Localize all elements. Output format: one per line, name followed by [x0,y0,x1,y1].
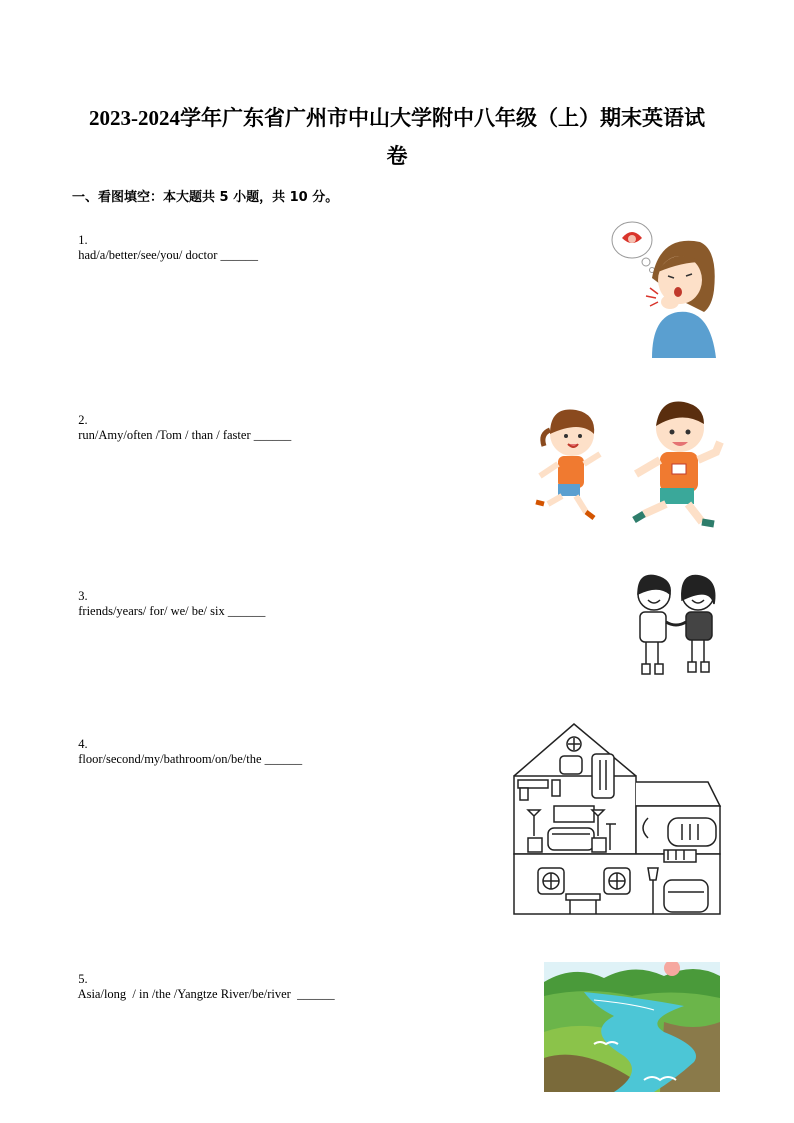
question-number: 5. [78,972,88,986]
question-4 [72,722,302,767]
house-cross-section-illustration [508,720,722,916]
sick-woman-illustration [610,218,725,358]
question-3 [72,574,265,619]
question-text: had/a/better/see/you/ doctor ______ [78,248,259,262]
title-line-1: 2023-2024学年广东省广州市中山大学附中八年级（上）期末英语试 [89,106,705,130]
question-text: floor/second/my/bathroom/on/be/the ______ [78,752,303,766]
question-text: Asia/long / in /the /Yangtze River/be/river ______ [77,987,335,1001]
section-heading: 一、看图填空：本大题共 5 小题，共 10 分。 [72,190,339,205]
question-2 [72,398,291,443]
question-text: run/Amy/often /Tom / than / faster ______ [78,428,292,442]
title-line-2: 卷 [386,144,408,168]
question-number: 1. [78,233,88,247]
river-landscape-illustration [544,962,720,1092]
question-number: 2. [78,413,88,427]
question-1 [72,218,258,263]
running-children-illustration [520,400,725,535]
question-number: 3. [78,589,88,603]
two-friends-illustration [628,570,724,682]
question-5 [72,957,335,1002]
question-text: friends/years/ for/ we/ be/ six ______ [78,604,266,618]
question-number: 4. [78,737,88,751]
